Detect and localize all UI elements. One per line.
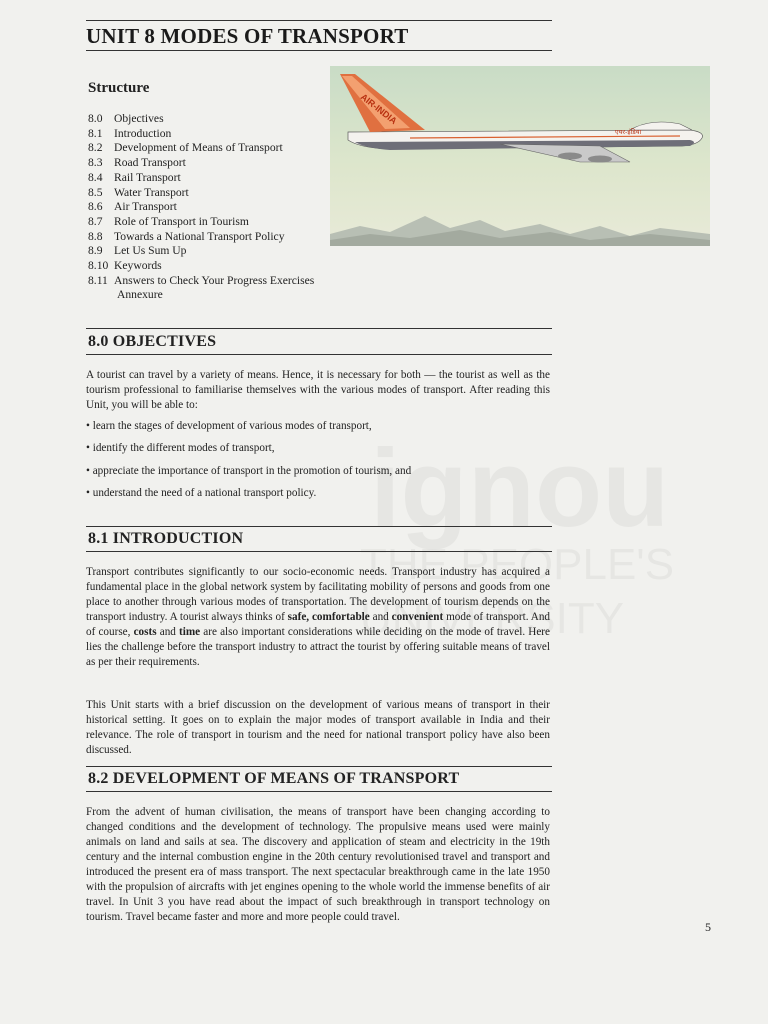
toc-item-label: Air Transport bbox=[114, 200, 177, 214]
development-top-rule bbox=[86, 766, 552, 767]
objective-bullet: • understand the need of a national transport policy. bbox=[86, 487, 316, 499]
fuselage-text: एयर-इंडिया bbox=[615, 128, 642, 136]
toc-item-label: Introduction bbox=[114, 126, 172, 140]
toc-item bbox=[88, 156, 314, 171]
introduction-paragraph-2: This Unit starts with a brief discussion on the development of various means of transport in their historical setting. It goes on to explain the major modes of transport available in India and their relevance. The role of transport in tourism and the need for national transport policy have also been discussed. bbox=[86, 699, 550, 756]
toc-item-number: 8.3 bbox=[88, 156, 103, 170]
objectives-top-rule bbox=[86, 328, 552, 329]
toc-item-number: 8.10 bbox=[88, 259, 109, 273]
introduction-paragraph-1: Transport contributes significantly to our socio-economic needs. Transport industry has acquired a fundamental place in the global network system by facilitating mobility of persons and goods from one place to another through various modes of transportation. The development of tourism depends on the transport industry. A tourist always thinks of safe, comfortable and convenient mode of transport. And of course, costs and time are also important considerations while deciding on the mode of travel. Here lies the challenge before the transport industry to attract the tourist by offering suitable means of travel as per their requirements. bbox=[86, 566, 551, 668]
toc-item bbox=[88, 127, 314, 142]
toc-item bbox=[88, 259, 314, 274]
aircraft-photo bbox=[330, 66, 710, 246]
toc-item-number: 8.4 bbox=[88, 170, 103, 184]
toc-item-number: 8.2 bbox=[88, 141, 103, 155]
toc-item-label: Water Transport bbox=[114, 185, 189, 199]
development-paragraph-1: From the advent of human civilisation, the means of transport have been changing according to changed conditions and the development of technology. The propulsive means used were mainly animals on land and sails at sea. The discovery and application of steam and electricity in the 19th century and the internal combustion engine in the 20th century revolutionised travel and transport and introduced the present era of mass transport. The next spectacular breakthrough came in the late 1950 with the propulsion of aircrafts with jet engines opening to the whole world the immense benefits of air travel. In Unit 3 you have read about the impact of such breakthrough in transport technology on tourism. Travel became faster and more and more people could travel. bbox=[86, 806, 550, 923]
structure-label: Structure bbox=[88, 80, 150, 96]
introduction-heading: 8.1 INTRODUCTION bbox=[88, 530, 244, 547]
objective-bullet: • appreciate the importance of transport in the promotion of tourism, and bbox=[86, 465, 411, 477]
toc-item-number: 8.5 bbox=[88, 185, 103, 199]
toc-item bbox=[88, 112, 314, 127]
toc-item bbox=[88, 141, 314, 156]
toc-item bbox=[88, 274, 314, 289]
toc-item-number: 8.9 bbox=[88, 244, 103, 258]
toc-item bbox=[88, 186, 314, 201]
toc-item-number: 8.6 bbox=[88, 200, 103, 214]
toc-item bbox=[88, 244, 314, 259]
toc-item bbox=[88, 215, 314, 230]
toc-item-number: 8.11 bbox=[88, 273, 108, 287]
objective-bullet: • identify the different modes of transport, bbox=[86, 442, 275, 454]
introduction-bottom-rule bbox=[86, 551, 552, 552]
toc-item-label: Rail Transport bbox=[114, 170, 181, 184]
title-top-rule bbox=[86, 20, 552, 21]
toc-item-label: Answers to Check Your Progress Exercises bbox=[114, 273, 315, 287]
toc-item-label: Road Transport bbox=[114, 156, 186, 170]
objectives-bottom-rule bbox=[86, 354, 552, 355]
table-of-contents bbox=[88, 112, 314, 303]
toc-item-label: Let Us Sum Up bbox=[114, 244, 187, 258]
toc-item-label: Objectives bbox=[114, 112, 164, 125]
objective-bullet: • learn the stages of development of various modes of transport, bbox=[86, 420, 372, 432]
toc-item-number: 8.1 bbox=[88, 126, 103, 140]
introduction-top-rule bbox=[86, 526, 552, 527]
toc-item bbox=[88, 200, 314, 215]
toc-item-label: Annexure bbox=[117, 288, 163, 302]
tail-logo-text: AIR-INDIA bbox=[358, 91, 399, 127]
development-heading: 8.2 DEVELOPMENT OF MEANS OF TRANSPORT bbox=[88, 770, 460, 787]
toc-item bbox=[88, 288, 314, 303]
watermark-ignou bbox=[370, 425, 669, 552]
page-number: 5 bbox=[705, 920, 711, 934]
toc-item-label: Development of Means of Transport bbox=[114, 141, 283, 155]
objectives-intro: A tourist can travel by a variety of means. Hence, it is necessary for both — the tourist as well as the tourism professional to familiarise themselves with the various modes of transport. After reading this Unit, you will be able to: bbox=[86, 369, 550, 411]
toc-item-number: 8.7 bbox=[88, 214, 103, 228]
objectives-heading: 8.0 OBJECTIVES bbox=[88, 333, 217, 350]
development-bottom-rule bbox=[86, 791, 552, 792]
unit-title: UNIT 8 MODES OF TRANSPORT bbox=[86, 24, 409, 48]
toc-item-label: Keywords bbox=[114, 259, 162, 273]
toc-item bbox=[88, 230, 314, 245]
toc-item-number: 8.0 bbox=[88, 112, 103, 125]
toc-item-label: Towards a National Transport Policy bbox=[114, 229, 285, 243]
title-bottom-rule bbox=[86, 50, 552, 51]
toc-item-number: 8.8 bbox=[88, 229, 103, 243]
toc-item-label: Role of Transport in Tourism bbox=[114, 214, 249, 228]
toc-item bbox=[88, 171, 314, 186]
